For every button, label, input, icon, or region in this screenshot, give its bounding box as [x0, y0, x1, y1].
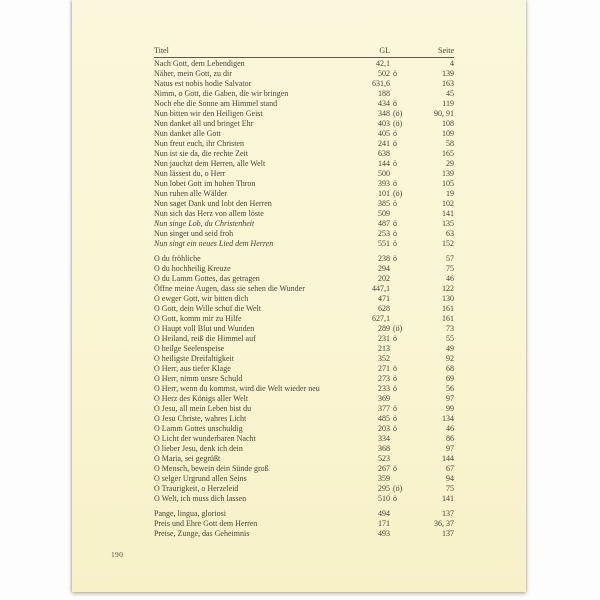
page-ref: 163	[442, 79, 454, 88]
hymn-title: O Mensch, bewein dein Sünde groß	[154, 464, 269, 473]
page-ref: 122	[442, 284, 454, 293]
page-ref: 141	[442, 209, 454, 218]
hymn-index-table	[154, 46, 454, 539]
gl-suffix: ö	[393, 404, 397, 413]
table-row	[154, 344, 454, 354]
hymn-title: O Herr, wenn du kommst, wird die Welt wieder neu	[154, 384, 320, 393]
gl-number: 295	[378, 484, 390, 493]
page-number: 190	[111, 550, 124, 559]
gl-suffix: ö	[393, 99, 397, 108]
gl-suffix: (ö)	[393, 109, 403, 118]
column-header-titel: Titel	[154, 46, 169, 55]
gl-suffix: ö	[393, 229, 397, 238]
gl-number: 638	[378, 149, 390, 158]
hymn-title: O Herr, aus tiefer Klage	[154, 364, 231, 373]
gl-number: 203	[378, 424, 390, 433]
gl-number: 434	[378, 99, 390, 108]
gl-number: 101	[378, 189, 390, 198]
page-ref: 144	[442, 454, 454, 463]
gl-number: 494	[378, 509, 390, 518]
hymn-title: O Jesu Christe, wahres Licht	[154, 414, 247, 423]
gl-number: 551	[378, 239, 390, 248]
gl-number: 271	[378, 364, 390, 373]
table-row	[154, 314, 454, 324]
page-ref: 75	[446, 484, 454, 493]
hymn-title: O heilge Seelenspeise	[154, 344, 225, 353]
hymn-title: Nun jauchzt dem Herren, alle Welt	[154, 159, 266, 168]
page-ref: 46	[446, 274, 454, 283]
table-row	[154, 414, 454, 424]
page-ref: 36, 37	[434, 519, 454, 528]
table-row	[154, 139, 454, 149]
gl-number: 253	[378, 229, 390, 238]
gl-number: 202	[378, 274, 390, 283]
table-row	[154, 254, 454, 264]
hymn-title: Natus est nobis hodie Salvator	[154, 79, 252, 88]
gl-number: 523	[378, 454, 390, 463]
gl-number: 359	[378, 474, 390, 483]
table-row	[154, 384, 454, 394]
table-row	[154, 119, 454, 129]
page-ref: 130	[442, 294, 454, 303]
table-row	[154, 494, 454, 504]
gl-number: 627,1	[372, 314, 390, 323]
page-ref: 137	[442, 529, 454, 538]
page-ref: 141	[442, 494, 454, 503]
page-ref: 4	[450, 59, 454, 68]
table-row	[154, 434, 454, 444]
hymn-title: Nimm, o Gott, die Gaben, die wir bringen	[154, 89, 289, 98]
hymn-title: O Herz des Königs aller Welt	[154, 394, 249, 403]
table-row	[154, 294, 454, 304]
gl-number: 509	[378, 209, 390, 218]
gl-number: 334	[378, 434, 390, 443]
gl-suffix: ö	[393, 334, 397, 343]
table-row	[154, 79, 454, 89]
page-ref: 57	[446, 254, 454, 263]
gl-number: 241	[378, 139, 390, 148]
page-ref: 94	[446, 474, 454, 483]
hymn-title: Preise, Zunge, das Geheimnis	[154, 529, 250, 538]
page-ref: 102	[442, 199, 454, 208]
gl-number: 631,6	[372, 79, 390, 88]
page-ref: 90, 91	[434, 109, 454, 118]
table-row	[154, 374, 454, 384]
table-row	[154, 474, 454, 484]
gl-number: 289	[378, 324, 390, 333]
table-row	[154, 394, 454, 404]
page-ref: 139	[442, 169, 454, 178]
gl-number: 500	[378, 169, 390, 178]
column-header-seite: Seite	[438, 46, 454, 55]
page-ref: 99	[446, 404, 454, 413]
table-row	[154, 199, 454, 209]
table-row	[154, 239, 454, 249]
hymn-title: O Jesu, all mein Leben bist du	[154, 404, 252, 413]
table-row	[154, 229, 454, 239]
hymn-title: O Herr, nimm unsre Schuld	[154, 374, 243, 383]
table-row	[154, 129, 454, 139]
table-row	[154, 59, 454, 69]
gl-suffix: ö	[393, 384, 397, 393]
gl-number: 510	[378, 494, 390, 503]
table-row	[154, 304, 454, 314]
table-row	[154, 354, 454, 364]
hymn-title: Nun singe Lob, du Christenheit	[154, 219, 255, 228]
gl-number: 471	[378, 294, 390, 303]
page-ref: 49	[446, 344, 454, 353]
page-ref: 29	[446, 159, 454, 168]
table-row	[154, 274, 454, 284]
table-row	[154, 519, 454, 529]
page-ref: 86	[446, 434, 454, 443]
hymn-title: Nach Gott, dem Lebendigen	[154, 59, 245, 68]
gl-number: 267	[378, 464, 390, 473]
gl-suffix: ö	[393, 254, 397, 263]
gl-suffix: (ö)	[393, 484, 403, 493]
gl-suffix: ö	[393, 199, 397, 208]
hymn-title: O Heiland, reiß die Himmel auf	[154, 334, 256, 343]
page-ref: 97	[446, 444, 454, 453]
page-ref: 56	[446, 384, 454, 393]
gl-suffix: ö	[393, 129, 397, 138]
table-row	[154, 364, 454, 374]
gl-number: 369	[378, 394, 390, 403]
gl-number: 447,1	[372, 284, 390, 293]
hymn-title: Öffne meine Augen, dass sie sehen die Wunder	[154, 284, 305, 293]
hymn-title: Nun danket alle Gott	[154, 129, 221, 138]
table-row	[154, 509, 454, 519]
gl-suffix: ö	[393, 219, 397, 228]
page-ref: 67	[446, 464, 454, 473]
table-header-row	[154, 46, 454, 58]
hymn-title: O du Lamm Gottes, das getragen	[154, 274, 260, 283]
table-row	[154, 284, 454, 294]
table-row	[154, 454, 454, 464]
hymn-title: O Maria, sei gegrüßt	[154, 454, 221, 463]
gl-number: 42,1	[376, 59, 390, 68]
page-ref: 46	[446, 424, 454, 433]
hymn-title: O Traurigkeit, o Herzeleid	[154, 484, 239, 493]
hymn-title: Pange, lingua, gloriosi	[154, 509, 226, 518]
gl-number: 238	[378, 254, 390, 263]
gl-number: 368	[378, 444, 390, 453]
gl-number: 485	[378, 414, 390, 423]
page-ref: 69	[446, 374, 454, 383]
gl-suffix: (ö)	[393, 119, 403, 128]
hymn-title: O du hochheilig Kreuze	[154, 264, 231, 273]
gl-suffix: ö	[393, 464, 397, 473]
gl-number: 405	[378, 129, 390, 138]
table-row	[154, 99, 454, 109]
gl-suffix: ö	[393, 159, 397, 168]
page-ref: 137	[442, 509, 454, 518]
hymn-title: O Gott, dein Wille schuf die Welt	[154, 304, 261, 313]
table-row	[154, 219, 454, 229]
gl-number: 385	[378, 199, 390, 208]
gl-number: 393	[378, 179, 390, 188]
hymn-title: O Licht der wunderbaren Nacht	[154, 434, 256, 443]
hymn-title: O du fröhliche	[154, 254, 201, 263]
hymn-title: Nun bitten wir den Heiligen Geist	[154, 109, 263, 118]
gl-number: 144	[378, 159, 390, 168]
page-ref: 161	[442, 304, 454, 313]
hymn-title: Nun danket all und bringet Ehr	[154, 119, 254, 128]
gl-number: 628	[378, 304, 390, 313]
page-ref: 75	[446, 264, 454, 273]
table-row	[154, 209, 454, 219]
gl-number: 403	[378, 119, 390, 128]
page-ref: 92	[446, 354, 454, 363]
page-ref: 161	[442, 314, 454, 323]
table-row	[154, 149, 454, 159]
table-row	[154, 264, 454, 274]
gl-suffix: ö	[393, 424, 397, 433]
gl-suffix: ö	[393, 179, 397, 188]
book-page	[72, 0, 526, 592]
hymn-title: Nun sich das Herz von allem löste	[154, 209, 264, 218]
gl-suffix: ö	[393, 239, 397, 248]
page-ref: 58	[446, 139, 454, 148]
hymn-title: Nun lässest du, o Herr	[154, 169, 226, 178]
table-row	[154, 159, 454, 169]
gl-suffix: (ö)	[393, 324, 403, 333]
gl-number: 233	[378, 384, 390, 393]
page-ref: 165	[442, 149, 454, 158]
gl-suffix: ö	[393, 139, 397, 148]
table-row	[154, 89, 454, 99]
page-ref: 97	[446, 394, 454, 403]
gl-suffix: (ö)	[393, 189, 403, 198]
gl-suffix: ö	[393, 414, 397, 423]
gl-number: 273	[378, 374, 390, 383]
table-row	[154, 179, 454, 189]
hymn-title: Preis und Ehre Gott dem Herren	[154, 519, 258, 528]
gl-number: 188	[378, 89, 390, 98]
hymn-title: O lieber Jesu, denk ich dein	[154, 444, 243, 453]
table-row	[154, 109, 454, 119]
page-ref: 63	[446, 229, 454, 238]
hymn-title: O Lamm Gottes unschuldig	[154, 424, 243, 433]
hymn-title: Nun saget Dank und lobt den Herren	[154, 199, 272, 208]
page-ref: 55	[446, 334, 454, 343]
table-row	[154, 444, 454, 454]
hymn-title: Nun singet und seid froh	[154, 229, 234, 238]
table-row	[154, 334, 454, 344]
hymn-title: Nun freut euch, ihr Christen	[154, 139, 244, 148]
gl-number: 502	[378, 69, 390, 78]
gl-suffix: ö	[393, 364, 397, 373]
hymn-title: Nun lobet Gott im hohen Thron	[154, 179, 256, 188]
hymn-title: O Welt, ich muss dich lassen	[154, 494, 247, 503]
table-row	[154, 404, 454, 414]
page-ref: 105	[442, 179, 454, 188]
hymn-title: O ewger Gott, wir bitten dich	[154, 294, 249, 303]
hymn-title: Nun singt ein neues Lied dem Herren	[154, 239, 274, 248]
table-row	[154, 169, 454, 179]
gl-suffix: ö	[393, 69, 397, 78]
page-ref: 109	[442, 129, 454, 138]
hymn-title: O Gott, komm mir zu Hilfe	[154, 314, 242, 323]
page-ref: 68	[446, 364, 454, 373]
gl-number: 348	[378, 109, 390, 118]
gl-suffix: ö	[393, 374, 397, 383]
table-row	[154, 69, 454, 79]
page-ref: 119	[442, 99, 454, 108]
page-ref: 73	[446, 324, 454, 333]
gl-number: 493	[378, 529, 390, 538]
column-header-gl: GL	[379, 46, 390, 55]
hymn-title: Näher, mein Gott, zu dir	[154, 69, 232, 78]
table-row	[154, 484, 454, 494]
gl-number: 294	[378, 264, 390, 273]
gl-number: 487	[378, 219, 390, 228]
page-ref: 152	[442, 239, 454, 248]
page-ref: 139	[442, 69, 454, 78]
hymn-title: O selger Urgrund allen Seins	[154, 474, 247, 483]
hymn-title: Noch ehe die Sonne am Himmel stand	[154, 99, 278, 108]
gl-number: 171	[378, 519, 390, 528]
hymn-title: O Haupt voll Blut und Wunden	[154, 324, 255, 333]
table-body	[154, 59, 454, 539]
hymn-title: Nun ruhen alle Wälder	[154, 189, 227, 198]
table-row	[154, 189, 454, 199]
gl-number: 231	[378, 334, 390, 343]
table-row	[154, 424, 454, 434]
table-row	[154, 324, 454, 334]
table-row	[154, 529, 454, 539]
page-ref: 108	[442, 119, 454, 128]
hymn-title: O heiligste Dreifaltigkeit	[154, 354, 234, 363]
hymn-title: Nun ist sie da, die rechte Zeit	[154, 149, 248, 158]
gl-suffix: ö	[393, 494, 397, 503]
page-ref: 45	[446, 89, 454, 98]
page-ref: 134	[442, 414, 454, 423]
gl-number: 352	[378, 354, 390, 363]
table-row	[154, 464, 454, 474]
page-ref: 19	[446, 189, 454, 198]
gl-number: 213	[378, 344, 390, 353]
gl-number: 377	[378, 404, 390, 413]
page-ref: 135	[442, 219, 454, 228]
